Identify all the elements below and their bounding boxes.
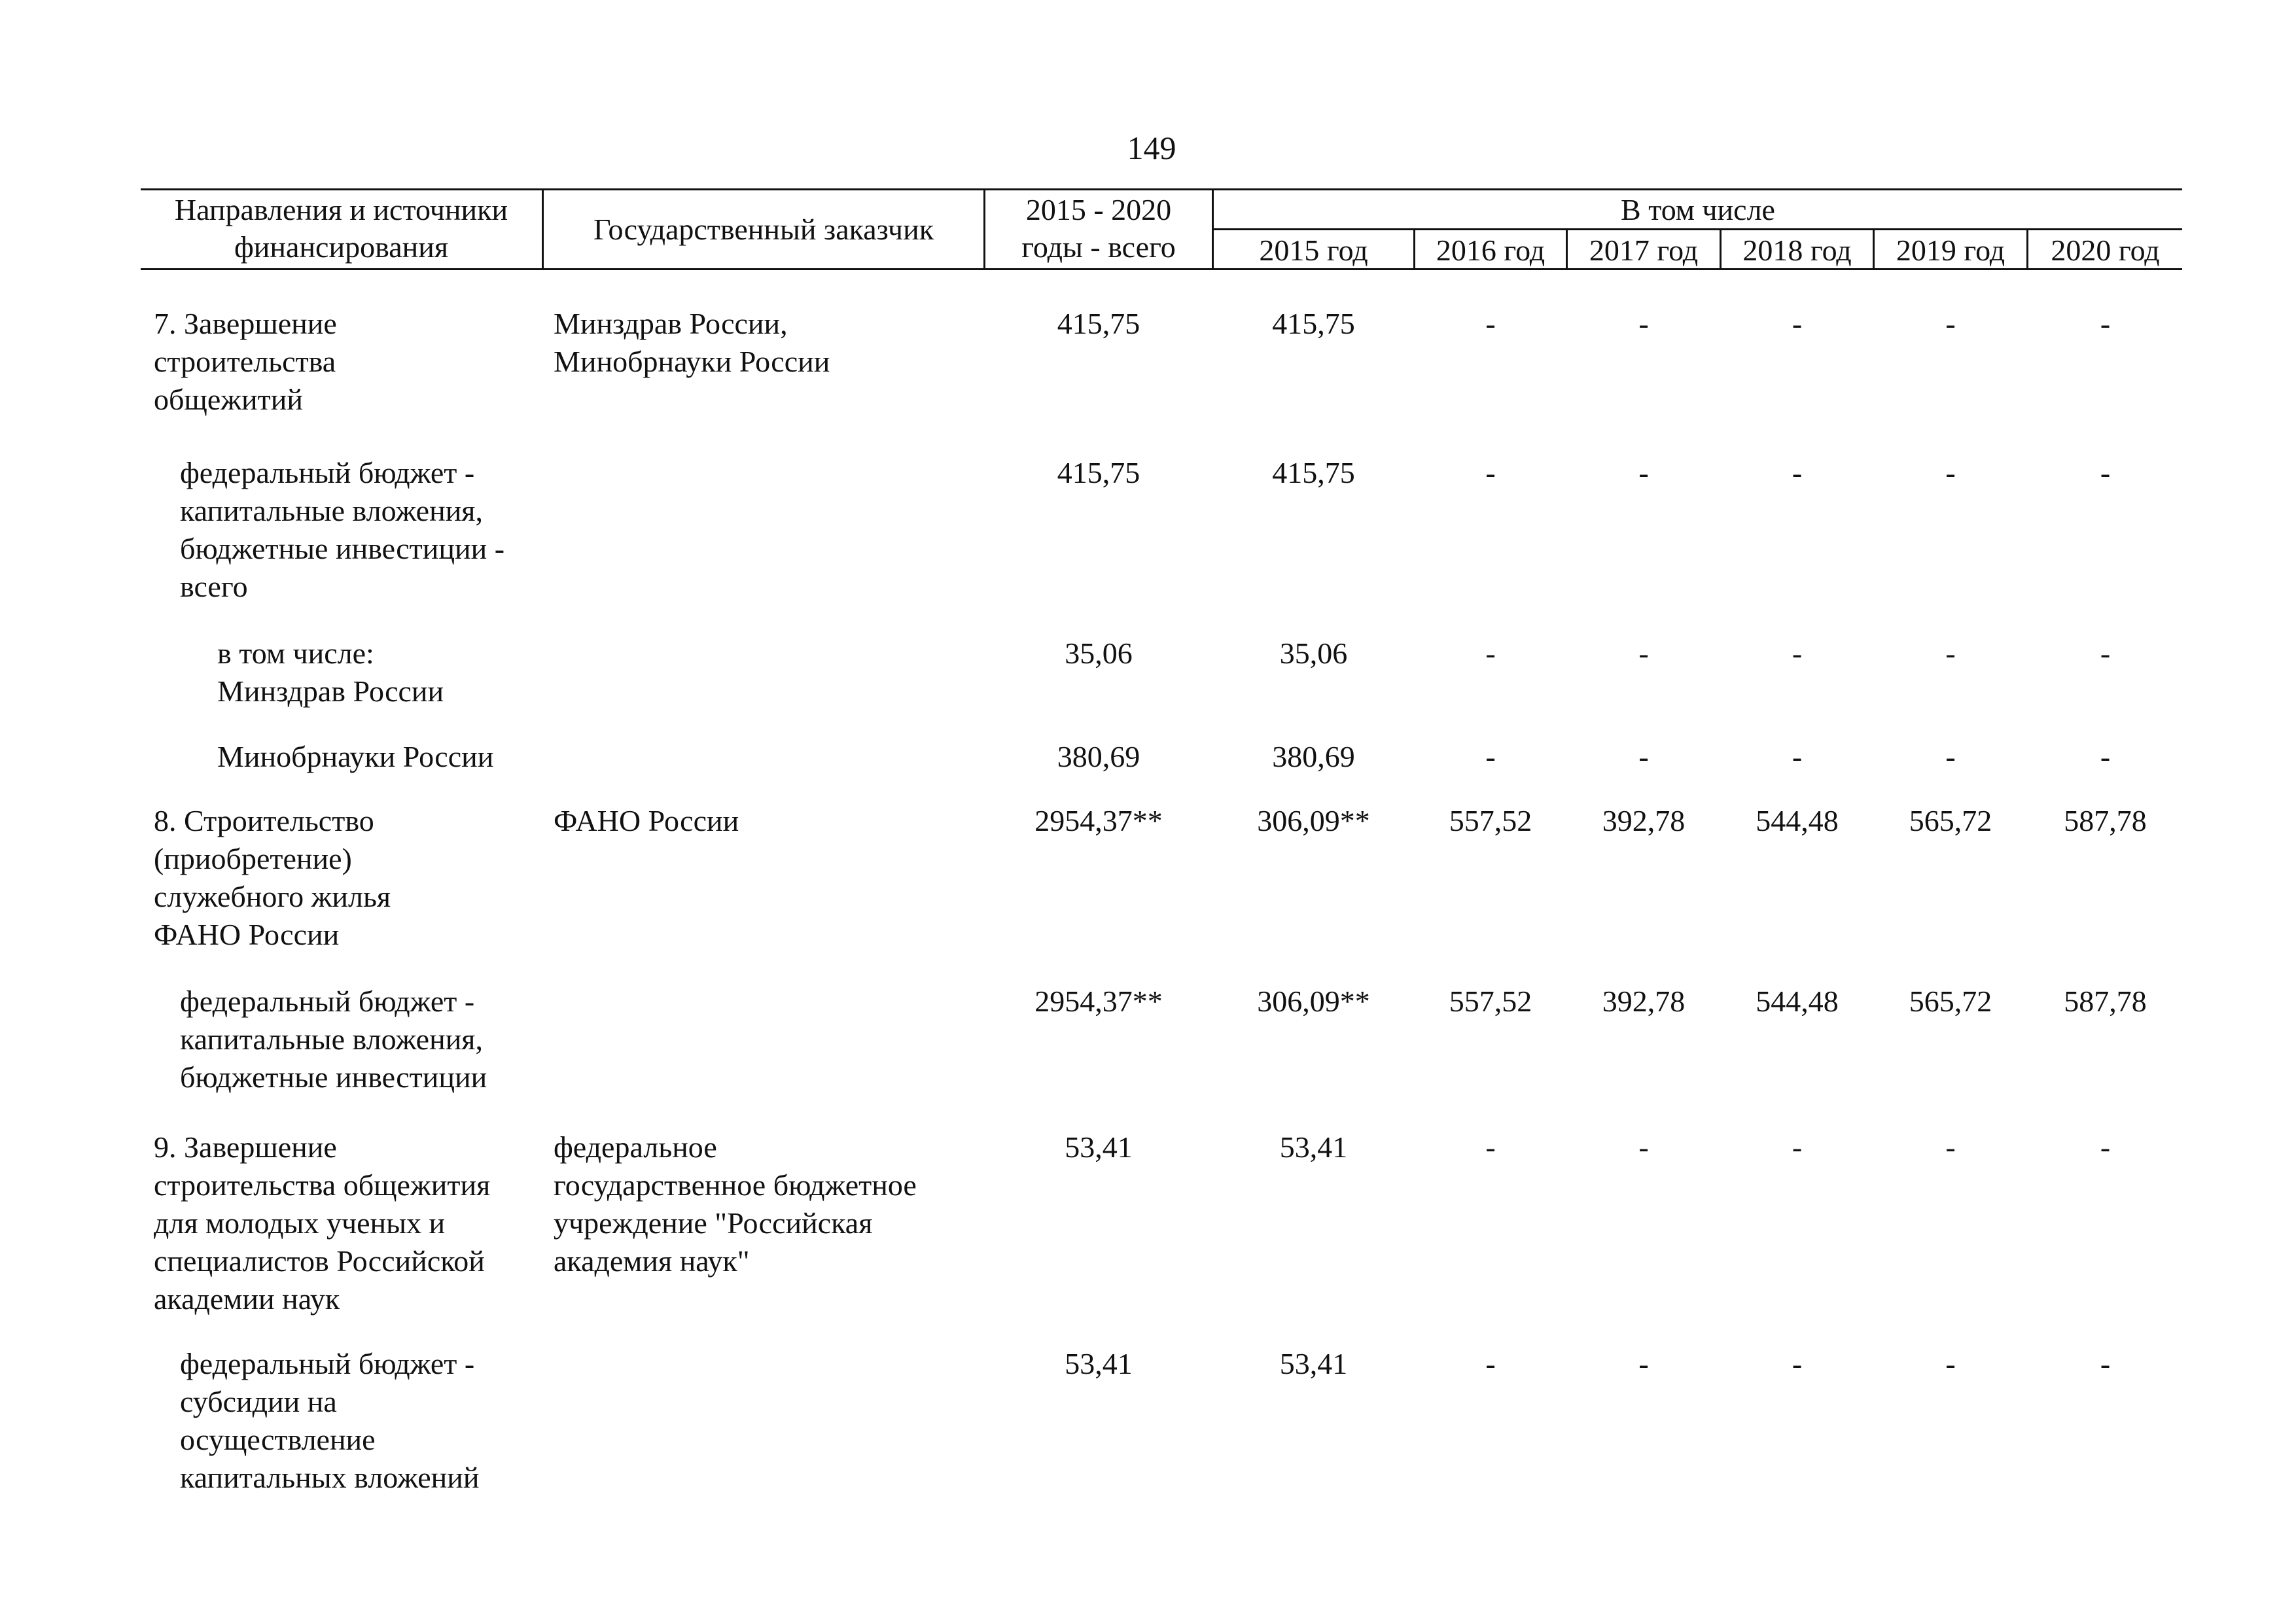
years-rule: [1212, 228, 2182, 230]
row-total: 35,06: [1065, 637, 1133, 670]
header-including: В том числе: [1621, 193, 1775, 226]
header-year-2015: 2015 год: [1259, 234, 1368, 267]
row-year-value: -: [1638, 1130, 1649, 1164]
row-year-value: -: [2100, 307, 2111, 340]
header-directions-line2: финансирования: [234, 230, 449, 264]
row-total: 53,41: [1065, 1347, 1133, 1380]
row-year-value: -: [2100, 740, 2111, 773]
row-year-value: -: [1638, 637, 1649, 670]
row-customer-line: государственное бюджетное: [554, 1168, 917, 1202]
row-label: [154, 1128, 490, 1318]
row-customer-line: федеральное: [554, 1130, 717, 1164]
row-label-line: для молодых ученых и: [154, 1206, 446, 1240]
row-customer-line: учреждение "Российская: [554, 1206, 873, 1240]
row-year-value: -: [1485, 1130, 1496, 1164]
page-number: 149: [1127, 130, 1176, 166]
row-label-line: академии наук: [154, 1282, 340, 1316]
row-year-value: 392,78: [1602, 804, 1686, 837]
row-label-line: всего: [180, 570, 248, 603]
row-label-line: специалистов Российской: [154, 1244, 485, 1278]
row-year-value: -: [2100, 637, 2111, 670]
header-year-2017: 2017 год: [1589, 234, 1699, 267]
row-label: [180, 454, 504, 606]
row-year-value: 35,06: [1279, 637, 1348, 670]
row-label-line: капитальные вложения,: [180, 494, 483, 527]
header-total: [985, 191, 1212, 266]
row-year-value: 565,72: [1909, 804, 1992, 837]
row-year-value: 392,78: [1602, 985, 1686, 1018]
row-label-line: служебного жилья: [154, 880, 391, 913]
row-total: 53,41: [1065, 1130, 1133, 1164]
row-label-line: Минобрнауки России: [217, 740, 494, 773]
row-customer-line: Минздрав России,: [554, 307, 788, 340]
row-total: 2954,37**: [1034, 985, 1163, 1018]
row-total: 2954,37**: [1034, 804, 1163, 837]
row-label: [217, 738, 493, 776]
header-top-rule: [141, 188, 2182, 190]
header-total-line1: 2015 - 2020: [1025, 193, 1172, 226]
row-year-value: 565,72: [1909, 985, 1992, 1018]
header-year-2018: 2018 год: [1742, 234, 1852, 267]
row-label-line: бюджетные инвестиции: [180, 1060, 487, 1094]
row-year-value: 415,75: [1272, 307, 1355, 340]
row-label: [217, 635, 444, 710]
row-label: [154, 305, 337, 419]
row-year-value: 587,78: [2064, 985, 2147, 1018]
row-year-value: 544,48: [1756, 985, 1839, 1018]
header-customer: [544, 211, 983, 248]
row-total: 415,75: [1057, 307, 1140, 340]
row-label-line: федеральный бюджет -: [180, 1347, 475, 1380]
row-year-value: 306,09**: [1257, 804, 1370, 837]
row-label-line: бюджетные инвестиции -: [180, 532, 505, 565]
row-year-value: -: [1945, 1347, 1956, 1380]
row-year-value: -: [1792, 637, 1803, 670]
row-year-value: 587,78: [2064, 804, 2147, 837]
row-customer-line: ФАНО России: [554, 804, 739, 837]
row-label: [154, 802, 391, 954]
row-year-value: -: [1945, 740, 1956, 773]
row-year-value: 380,69: [1272, 740, 1355, 773]
row-year-value: -: [2100, 456, 2111, 489]
row-year-value: 544,48: [1756, 804, 1839, 837]
row-year-value: 557,52: [1449, 804, 1532, 837]
row-customer-line: академия наук": [554, 1244, 750, 1278]
row-year-value: -: [2100, 1347, 2111, 1380]
row-label-line: (приобретение): [154, 842, 352, 875]
row-label-line: строительства: [154, 345, 336, 378]
row-year-value: -: [1485, 456, 1496, 489]
row-year-value: -: [1945, 637, 1956, 670]
row-customer-line: Минобрнауки России: [554, 345, 830, 378]
row-label-line: 7. Завершение: [154, 307, 337, 340]
row-label: [180, 1345, 480, 1497]
row-year-value: -: [1485, 637, 1496, 670]
row-customer: [554, 1128, 917, 1280]
row-year-value: 53,41: [1279, 1347, 1348, 1380]
row-label-line: капитальных вложений: [180, 1461, 480, 1494]
header-year-2016: 2016 год: [1436, 234, 1545, 267]
row-year-value: -: [1638, 307, 1649, 340]
row-year-value: 415,75: [1272, 456, 1355, 489]
row-label-line: 8. Строительство: [154, 804, 374, 837]
row-year-value: -: [1945, 307, 1956, 340]
row-label-line: субсидии на: [180, 1385, 337, 1418]
row-year-value: -: [1792, 1130, 1803, 1164]
header-total-line2: годы - всего: [1021, 230, 1176, 264]
row-year-value: -: [1638, 456, 1649, 489]
row-year-value: 53,41: [1279, 1130, 1348, 1164]
row-year-value: 306,09**: [1257, 985, 1370, 1018]
row-label-line: ФАНО России: [154, 918, 340, 951]
row-year-value: -: [1792, 740, 1803, 773]
row-year-value: -: [1638, 740, 1649, 773]
row-label-line: Минздрав России: [217, 674, 444, 708]
header-year-2020: 2020 год: [2051, 234, 2160, 267]
row-label-line: осуществление: [180, 1423, 376, 1456]
row-year-value: -: [1945, 456, 1956, 489]
row-label-line: федеральный бюджет -: [180, 985, 475, 1018]
row-label: [180, 983, 487, 1096]
row-label-line: капитальные вложения,: [180, 1022, 483, 1056]
row-year-value: -: [1638, 1347, 1649, 1380]
header-directions: [141, 191, 542, 266]
row-year-value: -: [1945, 1130, 1956, 1164]
row-label-line: строительства общежития: [154, 1168, 491, 1202]
row-customer: [554, 802, 739, 840]
header-year-2019: 2019 год: [1896, 234, 2005, 267]
row-customer: [554, 305, 830, 381]
row-year-value: -: [2100, 1130, 2111, 1164]
header-directions-line1: Направления и источники: [174, 193, 508, 226]
row-year-value: -: [1792, 456, 1803, 489]
row-year-value: -: [1792, 1347, 1803, 1380]
row-year-value: -: [1485, 1347, 1496, 1380]
row-label-line: федеральный бюджет -: [180, 456, 475, 489]
header-customer-label: Государственный заказчик: [593, 213, 934, 246]
row-year-value: -: [1485, 740, 1496, 773]
row-year-value: -: [1485, 307, 1496, 340]
row-label-line: общежитий: [154, 383, 303, 416]
row-label-line: в том числе:: [217, 637, 374, 670]
row-year-value: 557,52: [1449, 985, 1532, 1018]
row-total: 415,75: [1057, 456, 1140, 489]
row-total: 380,69: [1057, 740, 1140, 773]
row-year-value: -: [1792, 307, 1803, 340]
row-label-line: 9. Завершение: [154, 1130, 337, 1164]
